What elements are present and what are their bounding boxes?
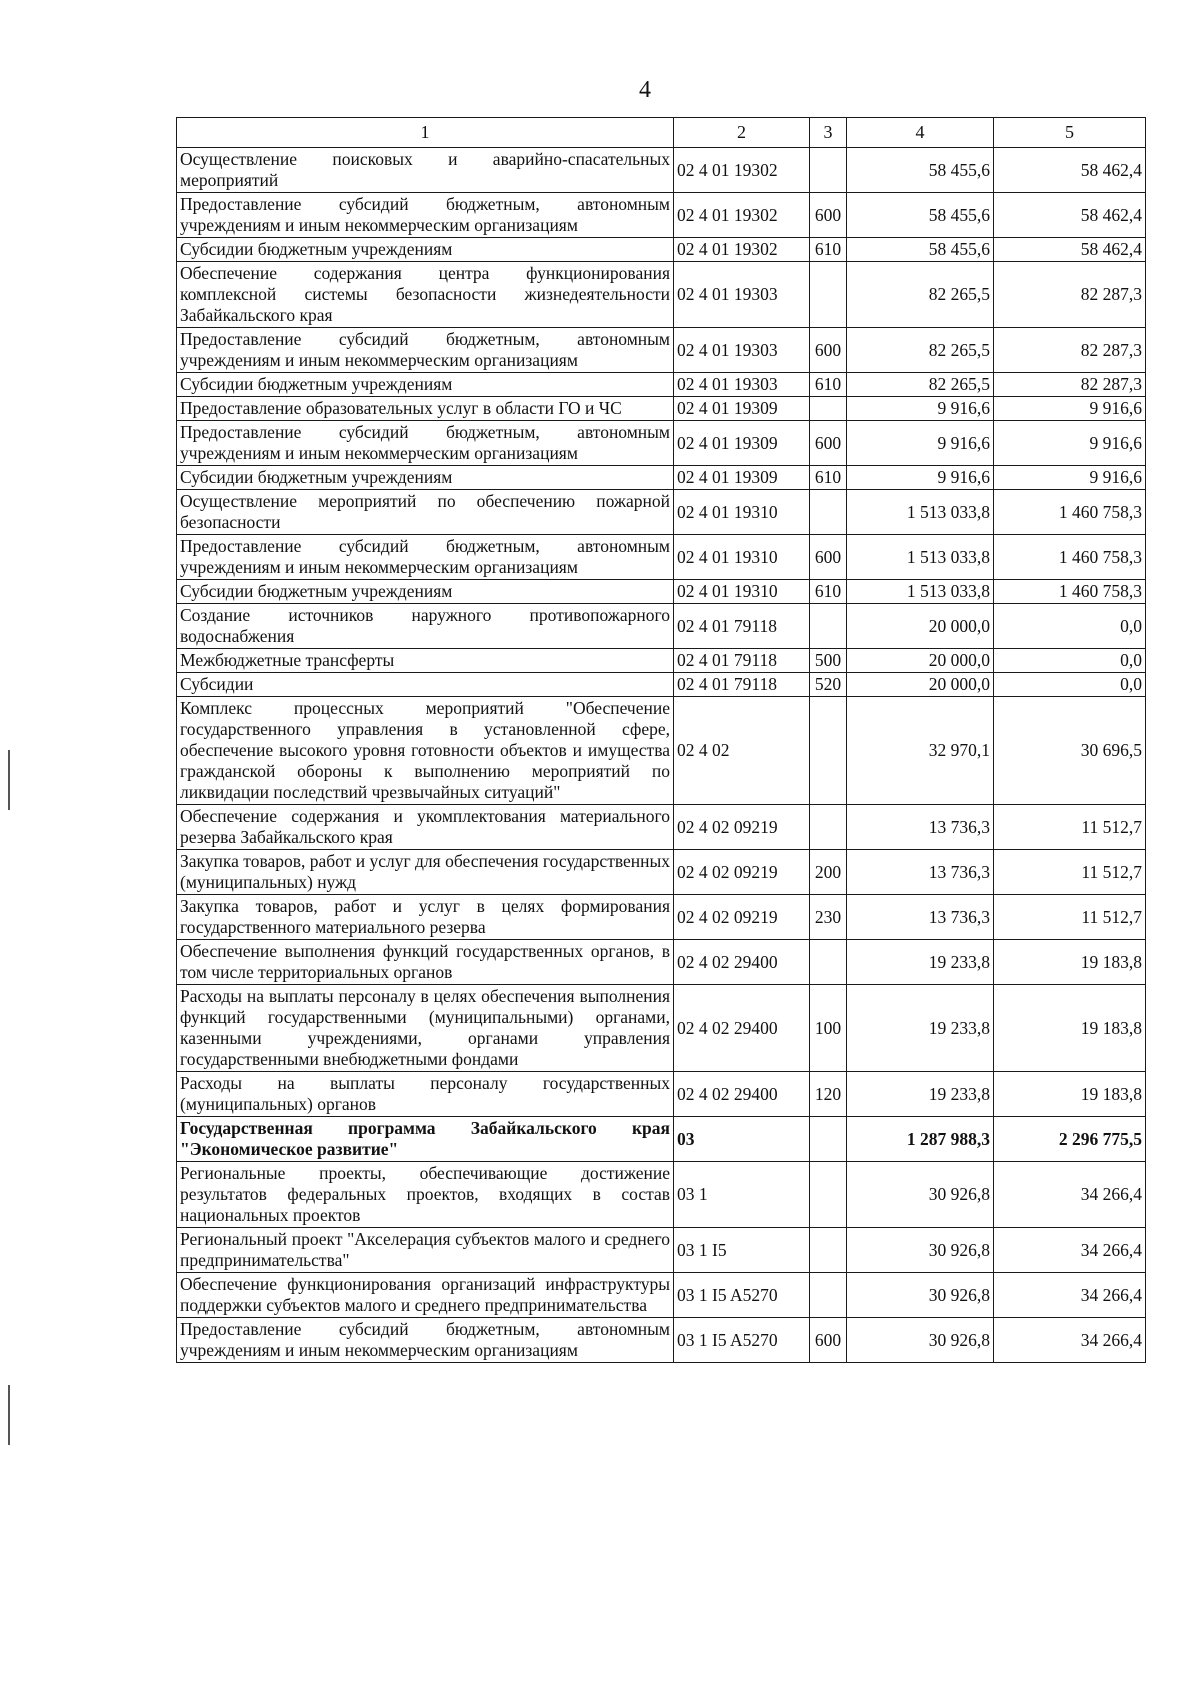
row-amount-1: 1 513 033,8	[847, 535, 994, 580]
row-code: 02 4 01 19309	[674, 421, 810, 466]
row-code: 02 4 01 19302	[674, 148, 810, 193]
row-amount-2: 82 287,3	[994, 373, 1146, 397]
row-amount-1: 30 926,8	[847, 1228, 994, 1273]
row-amount-2: 19 183,8	[994, 1072, 1146, 1117]
row-code: 03 1 I5 A5270	[674, 1318, 810, 1363]
table-row	[177, 490, 1146, 535]
row-name: Государственная программа Забайкальского края "Экономическое развитие"	[177, 1117, 674, 1162]
row-amount-2: 82 287,3	[994, 262, 1146, 328]
row-name: Региональный проект "Акселерация субъектов малого и среднего предпринимательства"	[177, 1228, 674, 1273]
table-row	[177, 1162, 1146, 1228]
table-row	[177, 373, 1146, 397]
table-row	[177, 1273, 1146, 1318]
row-expense-type: 100	[810, 985, 847, 1072]
row-expense-type	[810, 1162, 847, 1228]
row-name: Обеспечение функционирования организаций инфраструктуры поддержки субъектов малого и среднего предпринимательства	[177, 1273, 674, 1318]
table-row	[177, 148, 1146, 193]
row-amount-1: 9 916,6	[847, 421, 994, 466]
row-expense-type: 200	[810, 850, 847, 895]
row-name: Субсидии бюджетным учреждениям	[177, 466, 674, 490]
row-amount-1: 19 233,8	[847, 940, 994, 985]
row-amount-1: 30 926,8	[847, 1162, 994, 1228]
row-amount-1: 20 000,0	[847, 649, 994, 673]
row-amount-1: 9 916,6	[847, 397, 994, 421]
row-amount-1: 82 265,5	[847, 262, 994, 328]
row-expense-type: 600	[810, 421, 847, 466]
table-row	[177, 850, 1146, 895]
row-name: Предоставление образовательных услуг в области ГО и ЧС	[177, 397, 674, 421]
row-amount-2: 34 266,4	[994, 1318, 1146, 1363]
header-col-type: 3	[810, 118, 847, 148]
row-expense-type: 230	[810, 895, 847, 940]
row-name: Обеспечение содержания и укомплектования материального резерва Забайкальского края	[177, 805, 674, 850]
row-expense-type: 610	[810, 373, 847, 397]
row-amount-1: 20 000,0	[847, 673, 994, 697]
row-expense-type: 610	[810, 466, 847, 490]
table-row	[177, 1072, 1146, 1117]
row-name: Расходы на выплаты персоналу государственных (муниципальных) органов	[177, 1072, 674, 1117]
row-name: Закупка товаров, работ и услуг в целях формирования государственного материального резерва	[177, 895, 674, 940]
row-amount-2: 30 696,5	[994, 697, 1146, 805]
row-code: 02 4 01 19302	[674, 238, 810, 262]
row-code: 02 4 01 19302	[674, 193, 810, 238]
row-amount-2: 1 460 758,3	[994, 535, 1146, 580]
row-amount-2: 2 296 775,5	[994, 1117, 1146, 1162]
row-amount-1: 58 455,6	[847, 238, 994, 262]
row-amount-1: 13 736,3	[847, 895, 994, 940]
row-amount-1: 82 265,5	[847, 373, 994, 397]
table-row	[177, 805, 1146, 850]
row-amount-2: 11 512,7	[994, 895, 1146, 940]
table-row	[177, 649, 1146, 673]
row-name: Закупка товаров, работ и услуг для обеспечения государственных (муниципальных) нужд	[177, 850, 674, 895]
row-amount-2: 11 512,7	[994, 805, 1146, 850]
row-expense-type	[810, 1117, 847, 1162]
row-expense-type	[810, 940, 847, 985]
row-name: Обеспечение выполнения функций государственных органов, в том числе территориальных органов	[177, 940, 674, 985]
row-amount-2: 19 183,8	[994, 985, 1146, 1072]
row-code: 02 4 01 79118	[674, 673, 810, 697]
row-expense-type	[810, 1273, 847, 1318]
row-name: Региональные проекты, обеспечивающие достижение результатов федеральных проектов, входящих в состав национальных проектов	[177, 1162, 674, 1228]
row-expense-type	[810, 697, 847, 805]
row-expense-type: 600	[810, 328, 847, 373]
row-code: 02 4 01 19310	[674, 580, 810, 604]
header-row	[177, 118, 1146, 148]
table-row	[177, 193, 1146, 238]
row-amount-2: 34 266,4	[994, 1228, 1146, 1273]
table-row	[177, 421, 1146, 466]
row-name: Предоставление субсидий бюджетным, автономным учреждениям и иным некоммерческим организациям	[177, 1318, 674, 1363]
row-expense-type: 600	[810, 193, 847, 238]
row-amount-1: 30 926,8	[847, 1273, 994, 1318]
scan-edge-mark	[8, 750, 10, 810]
row-code: 02 4 01 19303	[674, 373, 810, 397]
row-name: Субсидии бюджетным учреждениям	[177, 580, 674, 604]
table-row	[177, 238, 1146, 262]
table-row	[177, 1228, 1146, 1273]
row-amount-1: 32 970,1	[847, 697, 994, 805]
row-expense-type	[810, 262, 847, 328]
row-amount-2: 34 266,4	[994, 1273, 1146, 1318]
row-expense-type: 610	[810, 238, 847, 262]
row-code: 02 4 02 29400	[674, 1072, 810, 1117]
table-row	[177, 1318, 1146, 1363]
row-code: 02 4 02 29400	[674, 985, 810, 1072]
row-code: 02 4 01 19303	[674, 262, 810, 328]
row-expense-type: 500	[810, 649, 847, 673]
row-name: Предоставление субсидий бюджетным, автономным учреждениям и иным некоммерческим организациям	[177, 535, 674, 580]
row-expense-type: 600	[810, 1318, 847, 1363]
row-amount-1: 58 455,6	[847, 148, 994, 193]
row-code: 02 4 02 09219	[674, 895, 810, 940]
row-name: Создание источников наружного противопожарного водоснабжения	[177, 604, 674, 649]
table-row	[177, 985, 1146, 1072]
row-amount-2: 0,0	[994, 673, 1146, 697]
row-amount-1: 1 287 988,3	[847, 1117, 994, 1162]
row-amount-1: 58 455,6	[847, 193, 994, 238]
row-expense-type: 120	[810, 1072, 847, 1117]
row-expense-type	[810, 604, 847, 649]
table-row	[177, 262, 1146, 328]
row-name: Субсидии	[177, 673, 674, 697]
row-amount-1: 19 233,8	[847, 985, 994, 1072]
row-code: 02 4 01 19309	[674, 397, 810, 421]
row-amount-2: 58 462,4	[994, 238, 1146, 262]
row-amount-2: 1 460 758,3	[994, 580, 1146, 604]
row-expense-type	[810, 397, 847, 421]
row-amount-2: 0,0	[994, 604, 1146, 649]
row-expense-type: 520	[810, 673, 847, 697]
row-name: Предоставление субсидий бюджетным, автономным учреждениям и иным некоммерческим организациям	[177, 328, 674, 373]
table-row	[177, 328, 1146, 373]
row-name: Осуществление мероприятий по обеспечению пожарной безопасности	[177, 490, 674, 535]
row-amount-1: 9 916,6	[847, 466, 994, 490]
row-amount-2: 9 916,6	[994, 397, 1146, 421]
header-col-amount-1: 4	[847, 118, 994, 148]
row-name: Субсидии бюджетным учреждениям	[177, 373, 674, 397]
header-col-name: 1	[177, 118, 674, 148]
row-code: 02 4 01 79118	[674, 604, 810, 649]
row-amount-1: 13 736,3	[847, 805, 994, 850]
row-code: 02 4 01 19310	[674, 490, 810, 535]
row-code: 03	[674, 1117, 810, 1162]
row-amount-1: 1 513 033,8	[847, 490, 994, 535]
table-row	[177, 397, 1146, 421]
row-code: 02 4 02	[674, 697, 810, 805]
row-amount-1: 20 000,0	[847, 604, 994, 649]
row-amount-1: 19 233,8	[847, 1072, 994, 1117]
row-name: Субсидии бюджетным учреждениям	[177, 238, 674, 262]
row-code: 02 4 02 09219	[674, 850, 810, 895]
budget-table	[176, 117, 1146, 1363]
table-row	[177, 535, 1146, 580]
table-row	[177, 940, 1146, 985]
row-expense-type	[810, 490, 847, 535]
row-amount-2: 1 460 758,3	[994, 490, 1146, 535]
row-expense-type	[810, 1228, 847, 1273]
row-amount-2: 58 462,4	[994, 193, 1146, 238]
row-code: 02 4 02 29400	[674, 940, 810, 985]
table-row	[177, 466, 1146, 490]
row-expense-type	[810, 805, 847, 850]
row-name: Расходы на выплаты персоналу в целях обеспечения выполнения функций государственными (муниципальными) органами, казенными учреждениями, органами управления государственными внебюджетными фондами	[177, 985, 674, 1072]
row-name: Предоставление субсидий бюджетным, автономным учреждениям и иным некоммерческим организациям	[177, 193, 674, 238]
row-amount-2: 9 916,6	[994, 466, 1146, 490]
row-code: 03 1 I5	[674, 1228, 810, 1273]
table-body	[177, 148, 1146, 1363]
scan-edge-mark	[8, 1385, 10, 1445]
row-amount-2: 9 916,6	[994, 421, 1146, 466]
row-name: Предоставление субсидий бюджетным, автономным учреждениям и иным некоммерческим организациям	[177, 421, 674, 466]
row-amount-2: 58 462,4	[994, 148, 1146, 193]
header-col-amount-2: 5	[994, 118, 1146, 148]
table-row	[177, 604, 1146, 649]
row-expense-type: 610	[810, 580, 847, 604]
row-amount-2: 34 266,4	[994, 1162, 1146, 1228]
header-col-code: 2	[674, 118, 810, 148]
page-number: 4	[639, 77, 651, 103]
row-code: 02 4 01 19309	[674, 466, 810, 490]
row-amount-2: 11 512,7	[994, 850, 1146, 895]
row-amount-2: 19 183,8	[994, 940, 1146, 985]
row-code: 03 1	[674, 1162, 810, 1228]
table-row	[177, 580, 1146, 604]
row-code: 03 1 I5 A5270	[674, 1273, 810, 1318]
table-row	[177, 673, 1146, 697]
row-name: Комплекс процессных мероприятий "Обеспечение государственного управления в установленной сфере, обеспечение высокого уровня готовности объектов и имущества гражданской обороны к выполнению мероприятий по ликвидации последствий чрезвычайных ситуаций"	[177, 697, 674, 805]
row-code: 02 4 02 09219	[674, 805, 810, 850]
row-expense-type: 600	[810, 535, 847, 580]
row-amount-1: 1 513 033,8	[847, 580, 994, 604]
row-amount-2: 82 287,3	[994, 328, 1146, 373]
row-name: Межбюджетные трансферты	[177, 649, 674, 673]
table-row	[177, 895, 1146, 940]
row-amount-1: 13 736,3	[847, 850, 994, 895]
row-amount-2: 0,0	[994, 649, 1146, 673]
row-name: Осуществление поисковых и аварийно-спасательных мероприятий	[177, 148, 674, 193]
row-code: 02 4 01 79118	[674, 649, 810, 673]
row-amount-1: 82 265,5	[847, 328, 994, 373]
table-row	[177, 1117, 1146, 1162]
row-code: 02 4 01 19303	[674, 328, 810, 373]
row-expense-type	[810, 148, 847, 193]
table-row	[177, 697, 1146, 805]
row-code: 02 4 01 19310	[674, 535, 810, 580]
row-name: Обеспечение содержания центра функционирования комплексной системы безопасности жизнедеятельности Забайкальского края	[177, 262, 674, 328]
row-amount-1: 30 926,8	[847, 1318, 994, 1363]
